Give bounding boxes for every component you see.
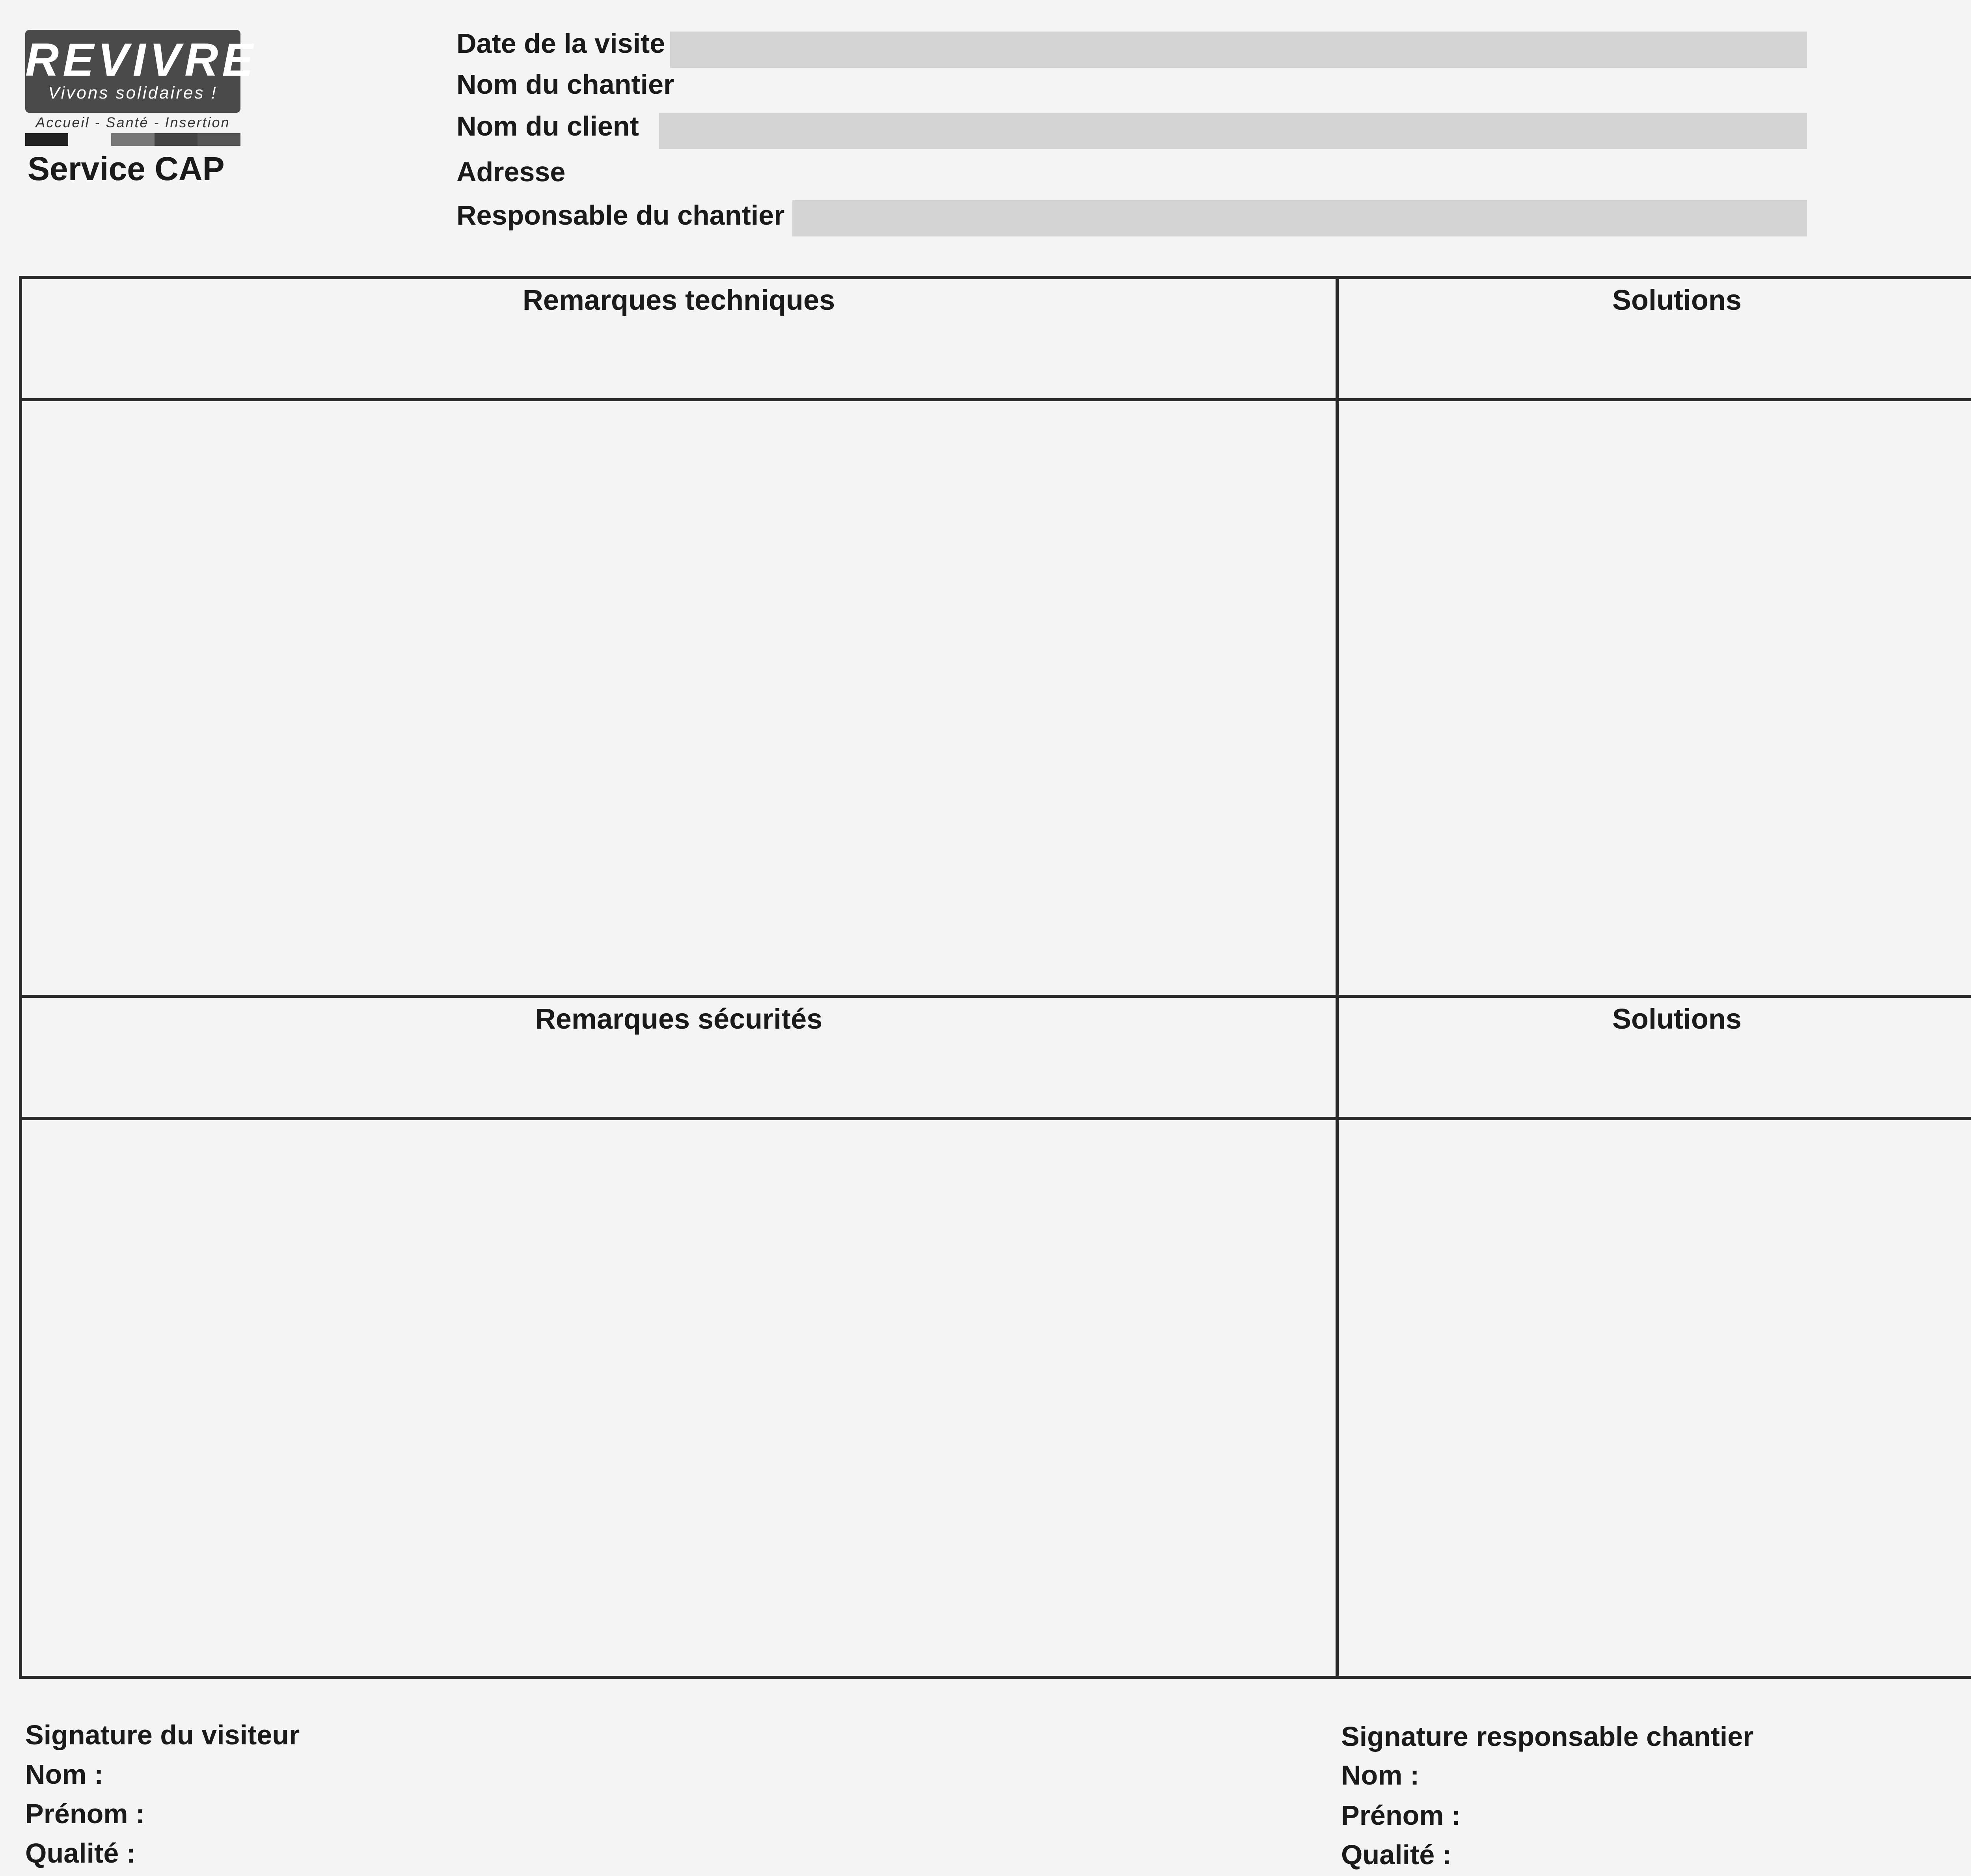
visitor-qualite-label: Qualité : [25, 1838, 136, 1869]
date-visite-label: Date de la visite [456, 28, 665, 59]
column-divider [1336, 279, 1339, 995]
cell-solutions[interactable] [1339, 401, 1971, 995]
logo-badge [25, 30, 257, 113]
header-remarques-securites: Remarques sécurités [535, 1003, 823, 1035]
header-solutions: Solutions [1612, 285, 1742, 316]
logo-color-bar [25, 133, 240, 146]
date-visite-field[interactable] [670, 32, 1807, 68]
header-remarques-techniques: Remarques techniques [522, 285, 835, 316]
nom-chantier-label: Nom du chantier [456, 69, 674, 100]
adresse-label: Adresse [456, 156, 566, 187]
responsable-nom-label: Nom : [1341, 1760, 1420, 1790]
visitor-signature-title: Signature du visiteur [25, 1720, 300, 1750]
cell-solutions[interactable] [1339, 1120, 1971, 1676]
logo-tagline: Accueil - Santé - Insertion [35, 114, 230, 130]
cell-remarques-techniques[interactable] [22, 401, 1336, 995]
nom-client-field[interactable] [659, 113, 1807, 149]
cell-remarques-securites[interactable] [22, 1120, 1336, 1676]
service-name: Service CAP [28, 150, 225, 187]
responsable-signature-title: Signature responsable chantier [1341, 1721, 1754, 1752]
column-divider [1336, 998, 1339, 1676]
logo-name: REVIVRE [25, 34, 257, 86]
responsable-qualite-label: Qualité : [1341, 1839, 1452, 1870]
visitor-prenom-label: Prénom : [25, 1798, 145, 1829]
responsable-label: Responsable du chantier [456, 200, 785, 231]
responsable-field[interactable] [792, 200, 1807, 236]
table-header-divider [22, 398, 1971, 401]
logo-slogan: Vivons solidaires ! [48, 83, 218, 102]
technical-remarks-table [19, 276, 1971, 998]
revivre-logo [25, 30, 257, 148]
nom-client-label: Nom du client [456, 111, 639, 141]
table-header-divider [22, 1117, 1971, 1120]
visitor-nom-label: Nom : [25, 1759, 104, 1790]
responsable-prenom-label: Prénom : [1341, 1800, 1461, 1831]
header-solutions: Solutions [1612, 1003, 1742, 1035]
safety-remarks-table [19, 995, 1971, 1679]
